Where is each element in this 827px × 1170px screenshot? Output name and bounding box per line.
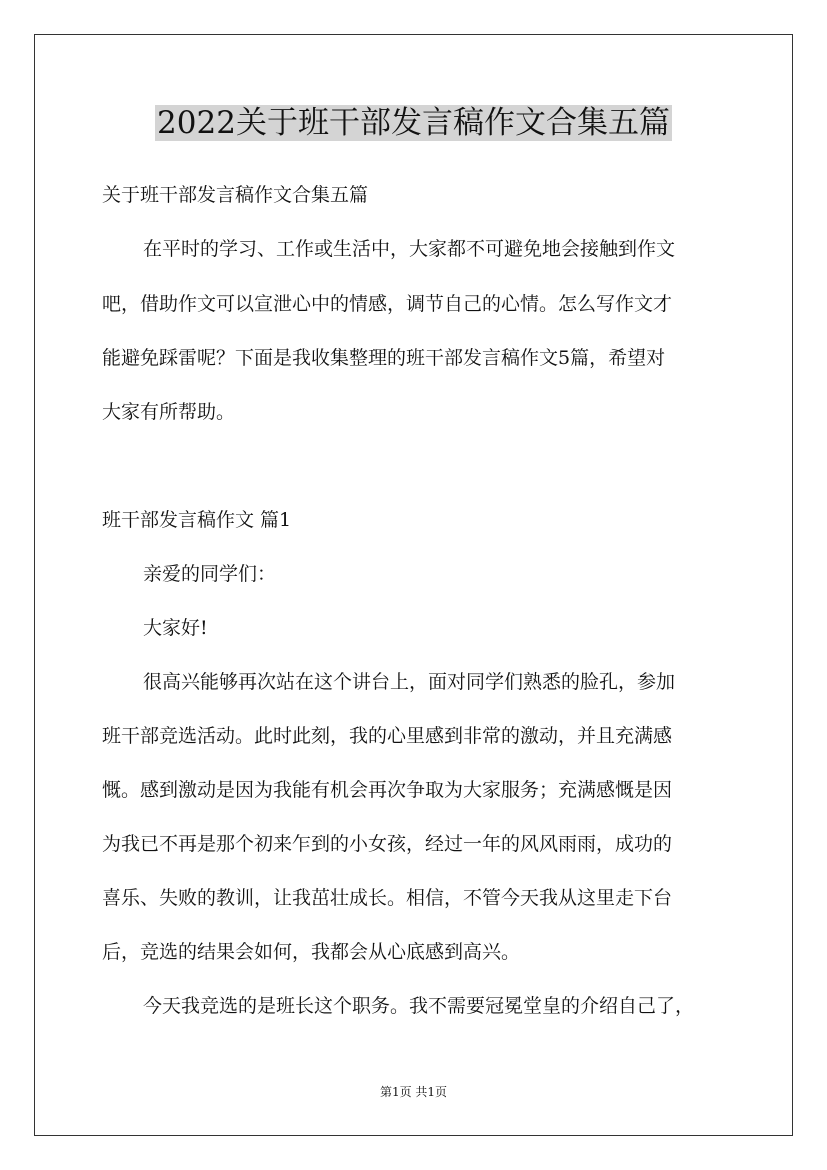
body-line: 慨。感到激动是因为我能有机会再次争取为大家服务；充满感慨是因	[102, 779, 673, 801]
body-line: 喜乐、失败的教训，让我茁壮成长。相信，不管今天我从这里走下台	[102, 887, 673, 909]
hello-line: 大家好!	[143, 617, 208, 639]
body-line: 为我已不再是那个初来乍到的小女孩，经过一年的风风雨雨，成功的	[102, 833, 673, 855]
body-line: 很高兴能够再次站在这个讲台上，面对同学们熟悉的脸孔，参加	[143, 671, 676, 693]
intro-line: 大家有所帮助。	[102, 401, 236, 423]
intro-line: 能避免踩雷呢？下面是我收集整理的班干部发言稿作文5篇，希望对	[102, 347, 666, 369]
intro-line: 在平时的学习、工作或生活中，大家都不可避免地会接触到作文	[143, 238, 676, 260]
document-title-text: 2022关于班干部发言稿作文合集五篇	[157, 105, 670, 141]
greeting: 亲爱的同学们：	[143, 563, 277, 585]
page-footer: 第1页 共1页	[379, 1085, 448, 1099]
body-line: 班干部竞选活动。此时此刻，我的心里感到非常的激动，并且充满感	[102, 725, 673, 747]
intro-line: 吧，借助作文可以宣泄心中的情感，调节自己的心情。怎么写作文才	[102, 293, 673, 315]
body-line: 后，竞选的结果会如何，我都会从心底感到高兴。	[102, 941, 521, 963]
document-title	[0, 102, 827, 144]
body-line: 今天我竞选的是班长这个职务。我不需要冠冕堂皇的介绍自己了，	[143, 995, 695, 1017]
document-subtitle: 关于班干部发言稿作文合集五篇	[102, 184, 369, 206]
section-heading: 班干部发言稿作文 篇1	[102, 509, 292, 531]
